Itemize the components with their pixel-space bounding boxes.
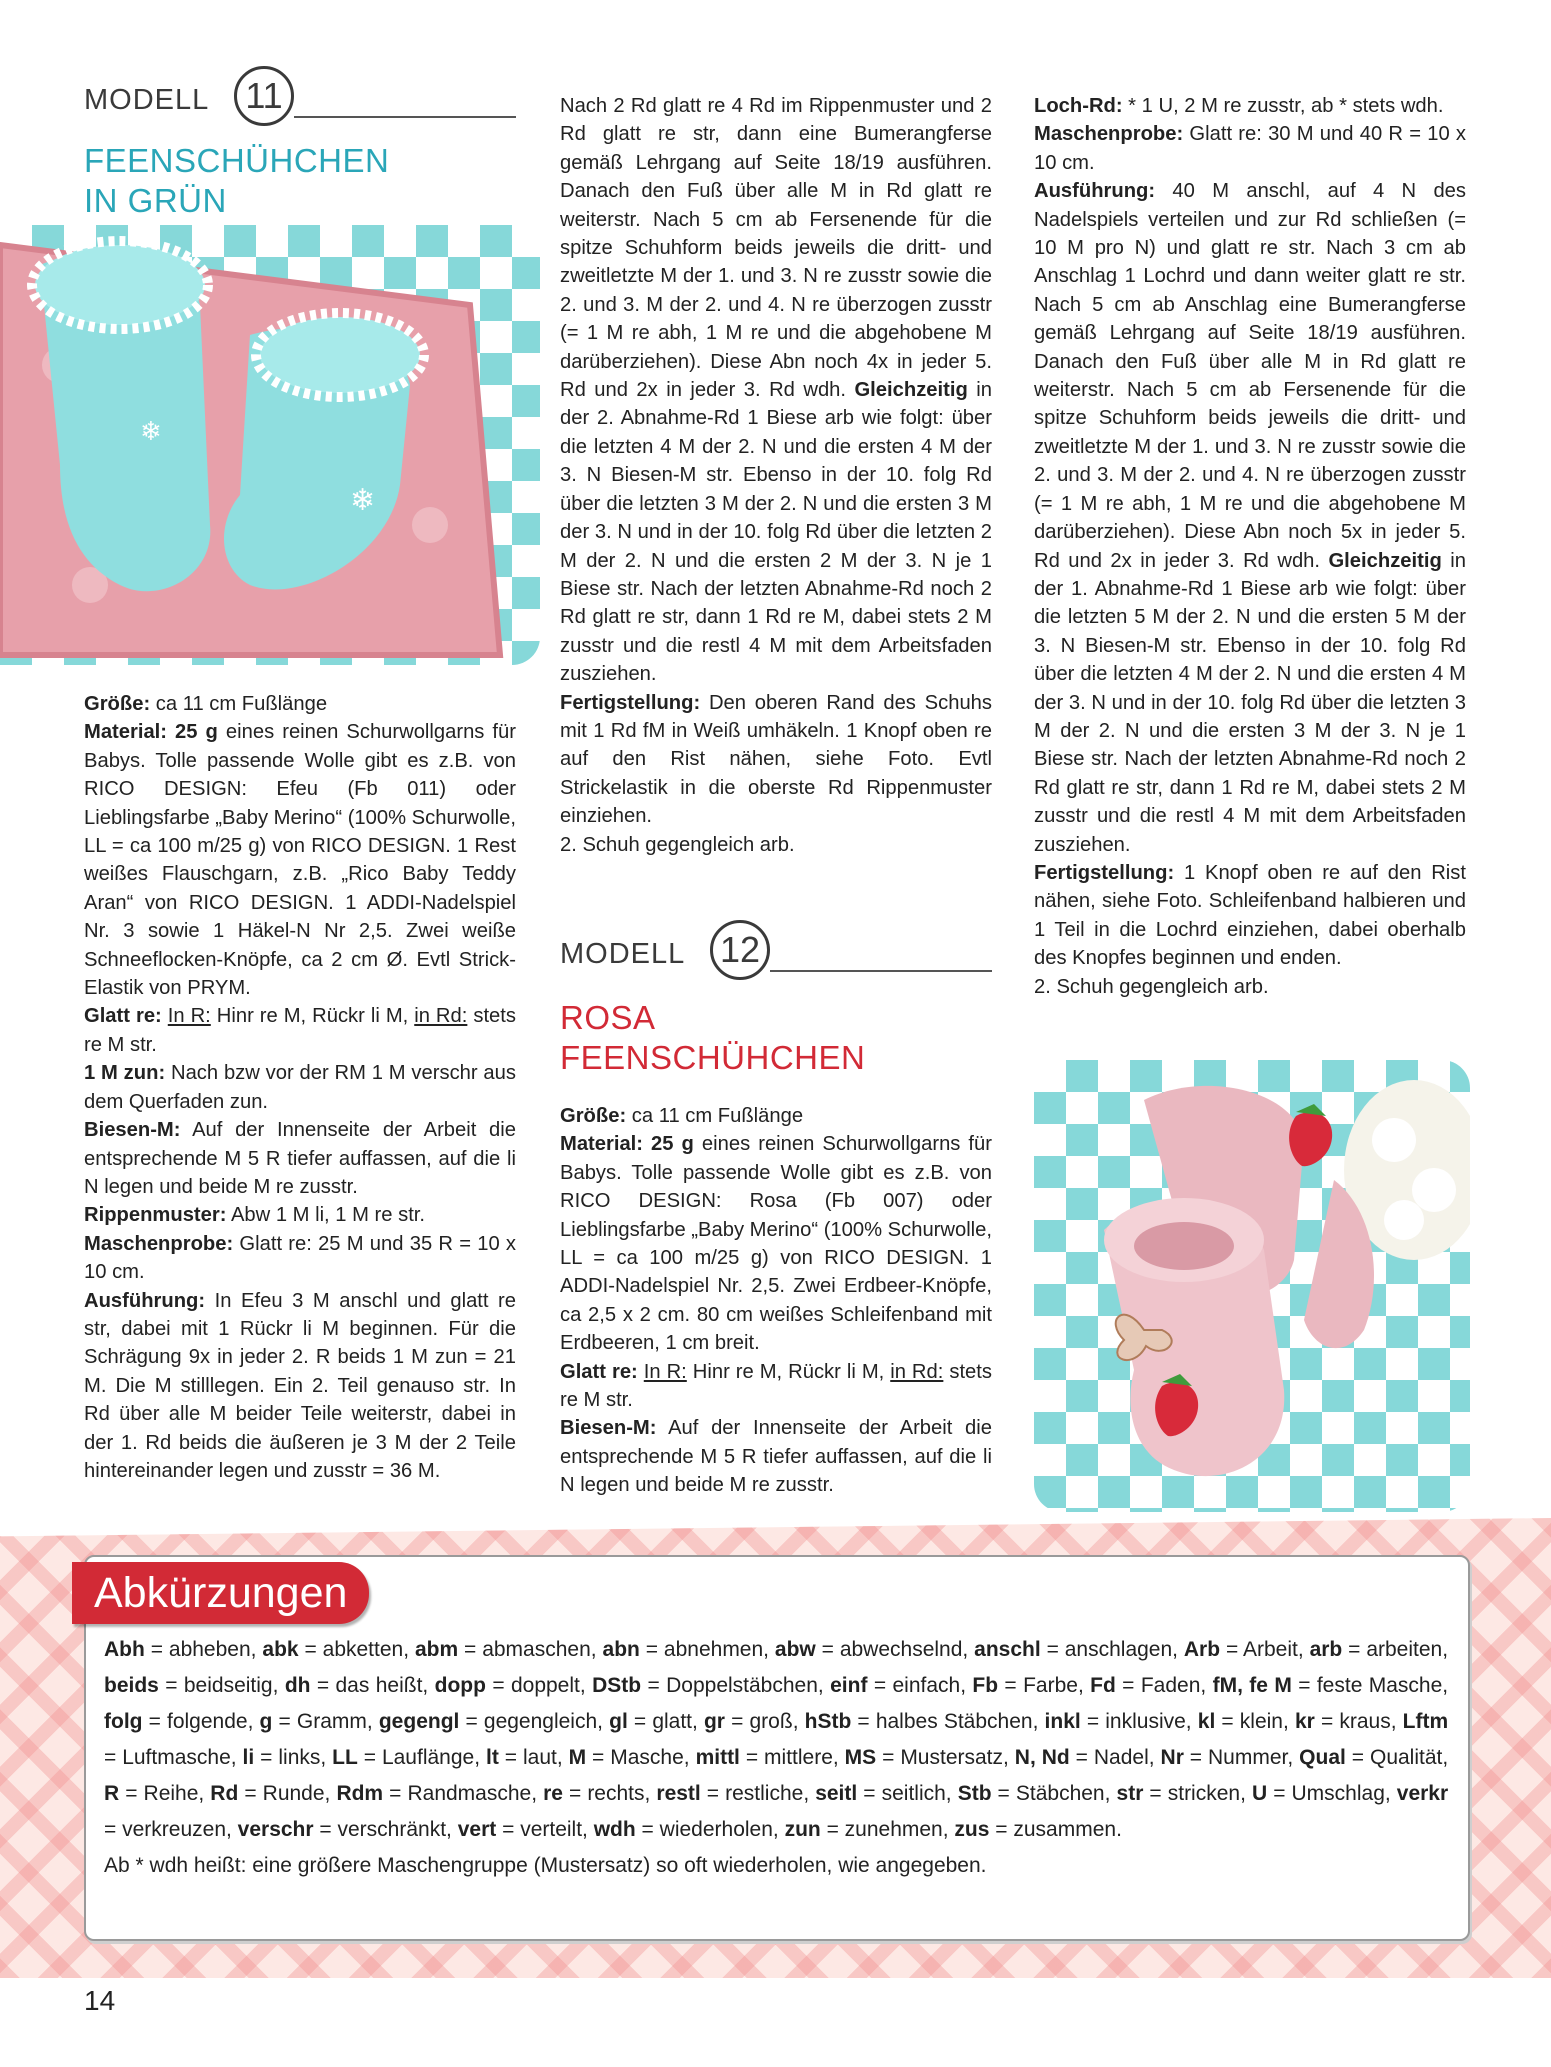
green-booties-illustration [0, 225, 540, 665]
column-2: Nach 2 Rd glatt re 4 Rd im Rippenmuster und 2 Rd glatt re str, dann eine Bumerangferse gemäß Lehrgang auf Seite 18/19 ausführen. Danach den Fuß über alle M in Rd glatt re weiterstr. Nach 5 cm ab Fersenende für die spitze Schuhform beids jeweils die dritt- und zweitletzte M der 1. und 3. N re zusstr sowie die 2. und 3. M der 2. und 4. N re überzogen zusstr (= 1 M re abh, 1 M re und die abgehobene M darüberziehen). Diese Abn noch 4x in jeder 5. Rd und 2x in jeder 3. Rd wdh. Gleichzeitig in der 2. Abnahme-Rd 1 Biese arb wie folgt: über die letzten 4 M der 2. N und die ersten 4 M der 3. N Biesen-M str. Ebenso in der 10. folg Rd über die letzten 3 M der 2. N und die ersten 3 M der 3. N und in der 10. folg Rd über die letzten 2 M der 2. N und die ersten 2 M der 3. N je 1 Biese str. Nach der letzten Abnahme-Rd noch 2 Rd glatt re str, dann 1 Rd re M, dabei stets 2 M zusstr und die restl 4 M mit dem Arbeitsfaden zusziehen. Fertigstellung: Den oberen Rand des Schuhs mit 1 Rd fM in Weiß umhäkeln. 1 Knopf oben re auf den Rist nähen, siehe Foto. Evtl Strickelastik in die oberste Rd Rippenmuster einziehen. 2. Schuh gegengleich arb. [560, 95, 992, 856]
green-booties-photo [0, 225, 540, 665]
abbreviation-meaning: wiederholen [659, 1818, 773, 1841]
abbreviation-term: Fd [1090, 1674, 1116, 1697]
abbreviation-meaning: verteilt [520, 1818, 583, 1841]
abbreviation-term: abn [602, 1638, 640, 1661]
abbreviation-term: g [259, 1710, 273, 1733]
abbreviation-term: abk [262, 1638, 299, 1661]
abbreviation-meaning: zunehmen [844, 1818, 943, 1841]
abbreviation-meaning: halbes Stäbchen [875, 1710, 1033, 1733]
abbreviation-term: beids [104, 1674, 159, 1697]
abbreviation-term: Lftm [1402, 1710, 1449, 1733]
abbreviation-meaning: Nadel [1093, 1746, 1149, 1769]
modell-11-header [84, 62, 516, 130]
modell-label: MODELL [560, 938, 686, 970]
abbreviation-meaning: restliche [725, 1782, 804, 1805]
column-2-model-12: Größe: ca 11 cm Fußlänge Material: 25 g eines reinen Schurwollgarns für Babys. Tolle passende Wolle gibt es z.B. von RICO DESIGN: Rosa (Fb 007) oder Lieblingsfarbe „Baby Merino“ (100% Schurwolle, LL = ca 100 m/25 g) von RICO DESIGN. 1 ADDI-Nadelspiel Nr. 2,5. Zwei Erdbeer-Knöpfe, ca 2,5 x 2 cm. 80 cm weißes Schleifenband mit Erdbeeren, 1 cm breit. Glatt re: In R: Hinr re M, Rückr li M, in Rd: stets re M str. Biesen-M: Auf der Innenseite der Arbeit die entsprechende M 5 R tiefer auffassen, auf die li N legen und beide M re zusstr. [560, 1105, 993, 1497]
abbreviation-meaning: Faden [1140, 1674, 1201, 1697]
abbreviation-term: LL [332, 1746, 358, 1769]
abbreviation-term: dh [284, 1674, 311, 1697]
abbreviation-meaning: abheben [168, 1638, 251, 1661]
abbreviation-meaning: inklusive [1105, 1710, 1186, 1733]
abbreviation-term: vert [457, 1818, 497, 1841]
abbreviation-meaning: Arbeit [1242, 1638, 1298, 1661]
abbreviation-term: Abh [104, 1638, 145, 1661]
abbreviation-term: verschr [237, 1818, 314, 1841]
abbreviation-term: einf [830, 1674, 868, 1697]
abbreviation-term: kr [1294, 1710, 1315, 1733]
pink-booties-illustration [1034, 1060, 1470, 1512]
abbreviation-meaning: Qualität [1369, 1746, 1443, 1769]
abbreviation-term: re [543, 1782, 563, 1805]
abbreviation-term: Stb [957, 1782, 992, 1805]
abbreviation-term: mittl [695, 1746, 740, 1769]
modell-number-badge: 12 [710, 920, 770, 980]
abbreviation-term: fM, fe M [1212, 1674, 1292, 1697]
abbreviation-meaning: verschränkt [337, 1818, 447, 1841]
abbreviation-meaning: abnehmen [663, 1638, 764, 1661]
abbreviation-meaning: Umschlag [1291, 1782, 1385, 1805]
abbreviation-meaning: Stäbchen [1015, 1782, 1105, 1805]
abbreviation-term: DStb [592, 1674, 642, 1697]
abbreviation-meaning: Lauflänge [381, 1746, 475, 1769]
abbreviation-term: lt [486, 1746, 499, 1769]
abbreviation-term: Nr [1160, 1746, 1184, 1769]
abbreviation-meaning: folgende [167, 1710, 248, 1733]
abbreviation-meaning: abmaschen [482, 1638, 591, 1661]
abbreviation-term: abm [414, 1638, 459, 1661]
abbreviation-term: Arb [1183, 1638, 1221, 1661]
abbreviation-meaning: Nummer [1208, 1746, 1288, 1769]
abbreviation-term: kl [1197, 1710, 1216, 1733]
abbreviation-term: li [242, 1746, 255, 1769]
abbreviation-term: zun [784, 1818, 821, 1841]
abbreviation-term: dopp [434, 1674, 486, 1697]
pink-booties-photo [1034, 1060, 1470, 1512]
abbreviation-term: MS [844, 1746, 877, 1769]
abbreviation-term: restl [656, 1782, 701, 1805]
modell-label: MODELL [84, 84, 210, 116]
abbreviation-term: arb [1309, 1638, 1343, 1661]
abbreviation-meaning: klein [1239, 1710, 1283, 1733]
abbreviation-meaning: Doppelstäbchen [666, 1674, 818, 1697]
abbreviation-meaning: zusammen [1013, 1818, 1117, 1841]
abbreviation-term: gr [703, 1710, 725, 1733]
abbreviation-meaning: abwechselnd [839, 1638, 963, 1661]
abbreviation-meaning: Randmasche [407, 1782, 532, 1805]
abbreviation-meaning: Mustersatz [900, 1746, 1004, 1769]
abbreviation-meaning: groß [749, 1710, 793, 1733]
modell-number-badge: 11 [234, 66, 294, 126]
abbreviation-term: str [1116, 1782, 1144, 1805]
abbreviation-meaning: doppelt [510, 1674, 580, 1697]
abbreviation-term: gegengl [378, 1710, 460, 1733]
abbreviation-term: Fb [972, 1674, 999, 1697]
abbreviation-term: inkl [1044, 1710, 1081, 1733]
abbreviation-meaning: mittlere [764, 1746, 833, 1769]
abbreviation-meaning: stricken [1167, 1782, 1241, 1805]
abbreviation-items: Abh = abheben, abk = abketten, abm = abmaschen, abn = abnehmen, abw = abwechselnd, anschl = anschlagen, Arb = Arbeit, arb = arbeiten, beids = beidseitig, dh = das heißt, dopp = doppelt, DStb = Doppelstäbchen, einf = einfach, Fb = Farbe, Fd = Faden, fM, fe M = feste Masche, folg = folgende, g = Gramm, gegengl = gegengleich, gl = glatt, gr = groß, hStb = halbes Stäbchen, inkl = inklusive, kl = klein, kr = kraus, Lftm = Luftmasche, li = links, LL = Lauflänge, lt = laut, M = Masche, mittl = mittlere, MS = Mustersatz, N, Nd = Nadel, Nr = Nummer, Qual = Qualität, R = Reihe, Rd = Runde, Rdm = Randmasche, re = rechts, restl = restliche, seitl = seitlich, Stb = Stäbchen, str = stricken, U = Umschlag, verkr = verkreuzen, verschr = verschränkt, vert = verteilt, wdh = wiederholen, zun = zunehmen, zus = zusammen. [104, 1638, 1449, 1841]
abbreviation-meaning: rechts [587, 1782, 645, 1805]
abbreviation-term: M [568, 1746, 587, 1769]
abbreviation-term: zus [954, 1818, 990, 1841]
abbreviation-term: R [104, 1782, 120, 1805]
divider [294, 116, 516, 118]
svg-text:❄: ❄ [350, 484, 376, 517]
abbreviation-meaning: Runde [262, 1782, 325, 1805]
column-1: Größe: ca 11 cm Fußlänge Material: 25 g eines reinen Schurwollgarns für Babys. Tolle passende Wolle gibt es z.B. von RICO DESIGN: Efeu (Fb 011) oder Lieblingsfarbe „Baby Merino“ (100% Schurwolle, LL = ca 100 m/25 g) von RICO DESIGN. 1 Rest weißes Flauschgarn, z.B. „Rico Baby Teddy Aran“ von RICO DESIGN. 1 ADDI-Nadelspiel Nr. 3 sowie 1 Häkel-N Nr 2,5. Zwei weiße Schneeflocken-Knöpfe, ca 2 cm Ø. Evtl Strick-Elastik von PRYM. Glatt re: In R: Hinr re M, Rückr li M, in Rd: stets re M str. 1 M zun: Nach bzw vor der RM 1 M verschr aus dem Querfaden zun. Biesen-M: Auf der Innenseite der Arbeit die entsprechende M 5 R tiefer auffassen, auf die li N legen und beide M re zusstr. Rippenmuster: Abw 1 M li, 1 M re str. Maschenprobe: Glatt re: 25 M und 35 R = 10 x 10 cm. Ausführung: In Efeu 3 M anschl und glatt re str, dabei mit 1 Rückr li M beginnen. Für die Schrägung 9x in jeder 2. R beids 1 M zun = 21 M. Die M stilllegen. Ein 2. Teil genauso str. In Rd über alle M beider Teile weiterstr, dabei in der 1. Rd beids die äußeren je 3 M der 2 Teile hintereinander legen und zusstr = 36 M. [84, 693, 517, 1482]
modell-12-header [560, 916, 992, 984]
abbreviations-title: Abkürzungen [72, 1562, 369, 1624]
abbreviation-term: verkr [1396, 1782, 1449, 1805]
abbreviations-list [104, 1632, 1448, 1884]
page-number: 14 [84, 1985, 116, 2016]
abbreviation-term: N, Nd [1014, 1746, 1070, 1769]
abbreviation-meaning: einfach [892, 1674, 961, 1697]
abbreviation-meaning: kraus [1339, 1710, 1391, 1733]
abbreviation-meaning: das heißt [335, 1674, 423, 1697]
abbreviation-meaning: anschlagen [1064, 1638, 1173, 1661]
abbreviation-meaning: laut [522, 1746, 557, 1769]
abbreviation-term: Qual [1299, 1746, 1346, 1769]
abbreviation-term: abw [774, 1638, 816, 1661]
abbreviation-meaning: Masche [610, 1746, 684, 1769]
column-3: Loch-Rd: * 1 U, 2 M re zusstr, ab * stets wdh. Maschenprobe: Glatt re: 30 M und 40 R = 10 x 10 cm. Ausführung: 40 M anschl, auf 4 N des Nadelspiels verteilen und zur Rd schließen (= 10 M pro N) und glatt re str. Nach 3 cm ab Anschlag 1 Lochrd und dann weiter glatt re str. Nach 5 cm ab Anschlag eine Bumerangferse gemäß Lehrgang auf Seite 18/19 ausführen. Danach den Fuß über alle M in Rd glatt re weiterstr. Nach 5 cm ab Fersenende für die spitze Schuhform beids jeweils die dritt- und zweitletzte M der 1. und 3. N re zusstr sowie die 2. und 3. M der 2. und 4. N re überzogen zusstr (= 1 M re abh, 1 M re und die abgehobene M darüberziehen). Diese Abn noch 5x in jeder 5. Rd und 2x in jeder 3. Rd wdh. Gleichzeitig in der 1. Abnahme-Rd 1 Biese arb wie folgt: über die letzten 5 M der 2. N und die ersten 5 M der 3. N Biesen-M str. Ebenso in der 10. folg Rd über die letzten 4 M der 2. N und die ersten 4 M der 3. N und in der 10. folg Rd über die letzten 3 M der 2. N und die ersten 3 M der 3. N je 1 Biese str. Nach der letzten Abnahme-Rd noch 2 Rd glatt re str, dann 1 Rd re M, dabei stets 2 M zusstr und die restl 4 M mit dem Arbeitsfaden zusziehen. Fertigstellung: 1 Knopf oben re auf den Rist nähen, siehe Foto. Schleifenband halbieren und 1 Teil in die Lochrd einziehen, dabei oberhalb des Knopfes beginnen und enden. 2. Schuh gegengleich arb. [1034, 95, 1466, 998]
abbreviation-term: hStb [804, 1710, 852, 1733]
abbreviation-term: U [1251, 1782, 1268, 1805]
abbreviation-meaning: Luftmasche [122, 1746, 231, 1769]
abbreviation-term: seitl [815, 1782, 858, 1805]
abbreviation-term: folg [104, 1710, 143, 1733]
abbreviations-footer: Ab * wdh heißt: eine größere Maschengruppe (Mustersatz) so oft wiederholen, wie angegeben. [104, 1854, 987, 1877]
abbreviation-term: Rd [210, 1782, 239, 1805]
abbreviation-meaning: Farbe [1023, 1674, 1078, 1697]
abbreviation-meaning: links [278, 1746, 321, 1769]
abbreviation-meaning: gegengleich [483, 1710, 598, 1733]
strawberry-icon [1289, 1104, 1332, 1166]
abbreviation-meaning: abketten [322, 1638, 404, 1661]
abbreviation-meaning: seitlich [881, 1782, 946, 1805]
model-11-title: FEENSCHÜHCHEN IN GRÜN [84, 142, 390, 219]
model-12-title: ROSA FEENSCHÜHCHEN [560, 999, 866, 1076]
abbreviation-term: Rdm [336, 1782, 384, 1805]
abbreviation-meaning: beidseitig [183, 1674, 273, 1697]
abbreviation-meaning: Reihe [143, 1782, 199, 1805]
abbreviation-term: gl [609, 1710, 628, 1733]
abbreviation-meaning: feste Masche [1316, 1674, 1443, 1697]
svg-text:❄: ❄ [140, 416, 162, 446]
abbreviation-meaning: verkreuzen [122, 1818, 226, 1841]
abbreviation-term: wdh [593, 1818, 636, 1841]
abbreviation-meaning: arbeiten [1366, 1638, 1443, 1661]
abbreviation-meaning: Gramm [296, 1710, 367, 1733]
abbreviation-meaning: glatt [652, 1710, 693, 1733]
abbreviation-term: anschl [974, 1638, 1041, 1661]
divider [770, 970, 992, 972]
